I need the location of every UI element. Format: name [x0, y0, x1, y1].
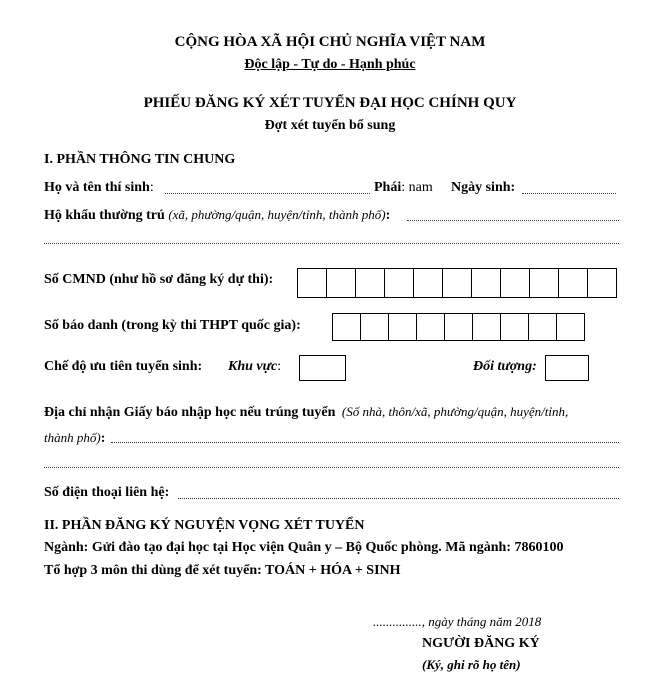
address-row [44, 404, 568, 421]
id-digit-box[interactable] [471, 268, 501, 298]
object-box[interactable] [545, 355, 589, 381]
section1-heading: I. PHẦN THÔNG TIN CHUNG [44, 152, 236, 167]
gender-value: : nam [401, 180, 433, 195]
object-label: Đối tượng: [473, 359, 537, 374]
address-field-line2[interactable] [44, 467, 619, 468]
round-subtitle: Đợt xét tuyển bổ sung [264, 118, 396, 133]
residence-label: Hộ khẩu thường trú [44, 208, 165, 223]
phone-label: Số điện thoại liên hệ: [44, 485, 170, 500]
id-digit-box[interactable] [500, 268, 530, 298]
phone-field[interactable] [178, 498, 619, 499]
id-digit-box[interactable] [355, 268, 385, 298]
id-digit-box[interactable] [326, 268, 356, 298]
residence-field-line2[interactable] [44, 243, 619, 244]
id-digit-box[interactable] [297, 268, 327, 298]
exam-digit-box[interactable] [528, 313, 557, 341]
exam-digit-box[interactable] [444, 313, 473, 341]
exam-digit-box[interactable] [472, 313, 501, 341]
area-colon: : [277, 359, 282, 374]
dob-label: Ngày sinh: [451, 180, 516, 195]
name-row [44, 180, 154, 196]
id-digit-box[interactable] [442, 268, 472, 298]
gender-row [374, 180, 433, 196]
residence-row [44, 207, 390, 224]
id-digit-box[interactable] [558, 268, 588, 298]
address-field[interactable] [111, 442, 619, 443]
country-name: CỘNG HÒA XÃ HỘI CHỦ NGHĨA VIỆT NAM [174, 34, 486, 50]
address-colon: : [100, 431, 106, 446]
area-row [228, 359, 281, 375]
gender-label: Phái [374, 180, 402, 195]
motto: Độc lập - Tự do - Hạnh phúc [244, 57, 416, 72]
id-label: Số CMND (như hồ sơ đăng ký dự thi): [44, 272, 274, 287]
exam-no-boxes [332, 313, 585, 341]
name-colon: : [149, 180, 154, 195]
id-digit-box[interactable] [384, 268, 414, 298]
name-field[interactable] [165, 193, 370, 194]
address-hint-2: thành phố) [44, 430, 101, 445]
address-label: Địa chỉ nhận Giấy báo nhập học nếu trúng tuyển [44, 405, 336, 420]
residence-field[interactable] [407, 220, 619, 221]
section2-heading: II. PHẦN ĐĂNG KÝ NGUYỆN VỌNG XÉT TUYỂN [44, 518, 365, 533]
exam-digit-box[interactable] [360, 313, 389, 341]
exam-no-label: Số báo danh (trong kỳ thi THPT quốc gia): [44, 318, 301, 333]
sign-note: (Ký, ghi rõ họ tên) [422, 657, 521, 672]
id-boxes [297, 268, 617, 298]
date-line: ..............., ngày tháng năm 2018 [373, 614, 542, 629]
id-digit-box[interactable] [587, 268, 617, 298]
exam-digit-box[interactable] [500, 313, 529, 341]
area-box[interactable] [299, 355, 346, 381]
address-row-2 [44, 430, 105, 447]
exam-digit-box[interactable] [388, 313, 417, 341]
residence-hint: (xã, phường/quận, huyện/tỉnh, thành phố) [168, 207, 386, 222]
name-label: Họ và tên thí sinh [44, 180, 150, 195]
area-label: Khu vực [228, 359, 278, 374]
major-line: Ngành: Gửi đào tạo đại học tại Học viện Quân y – Bộ Quốc phòng. Mã ngành: 7860100 [44, 540, 564, 555]
exam-digit-box[interactable] [556, 313, 585, 341]
exam-digit-box[interactable] [416, 313, 445, 341]
id-digit-box[interactable] [413, 268, 443, 298]
exam-digit-box[interactable] [332, 313, 361, 341]
id-digit-box[interactable] [529, 268, 559, 298]
address-hint: (Số nhà, thôn/xã, phường/quận, huyện/tỉnh, [341, 404, 569, 419]
subjects-line: Tổ hợp 3 môn thi dùng để xét tuyển: TOÁN + HÓA + SINH [44, 563, 401, 578]
priority-label: Chế độ ưu tiên tuyển sinh: [44, 359, 203, 374]
signer-label: NGƯỜI ĐĂNG KÝ [422, 636, 540, 651]
residence-colon: : [385, 208, 391, 223]
dob-field[interactable] [522, 193, 616, 194]
form-title: PHIẾU ĐĂNG KÝ XÉT TUYỂN ĐẠI HỌC CHÍNH QUY [143, 95, 517, 111]
